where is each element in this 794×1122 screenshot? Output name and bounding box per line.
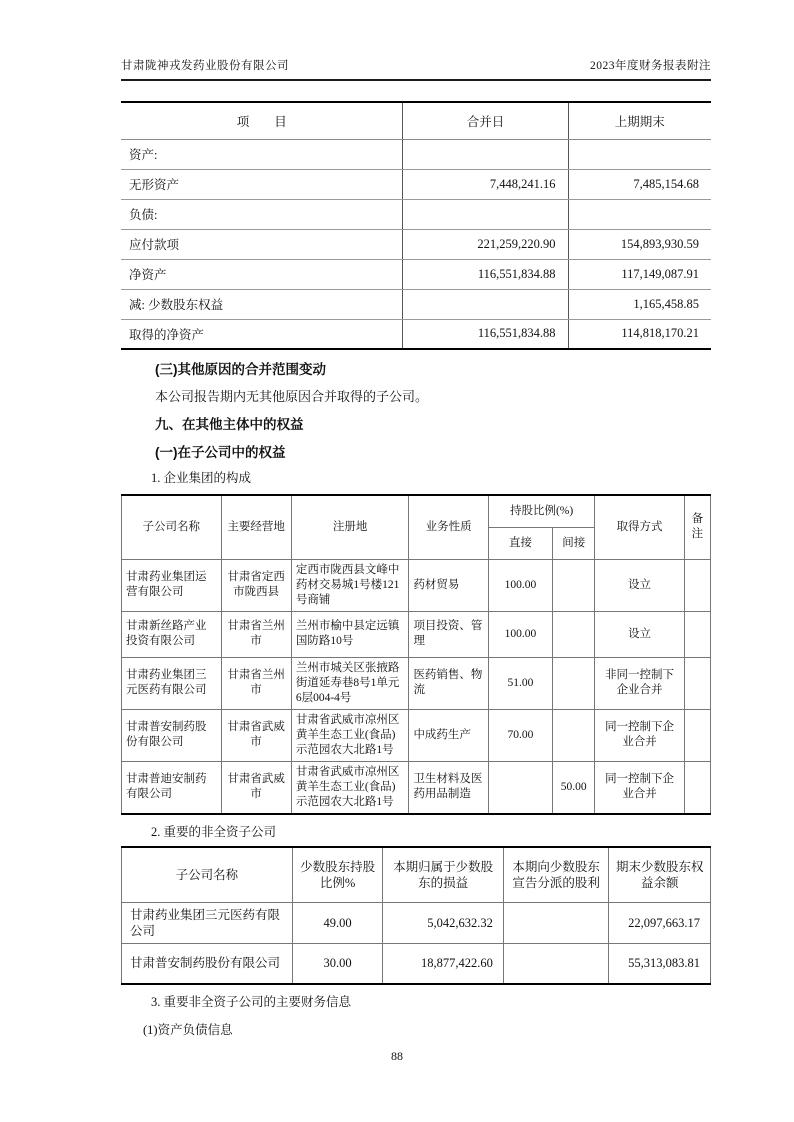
col-header-subsidiary-name: 子公司名称 (122, 847, 293, 903)
cell-item: 取得的净资产 (129, 327, 205, 342)
col-header-minority-profit: 本期归属于少数股东的损益 (383, 847, 504, 903)
col-header-minority-equity: 期末少数股东权益余额 (609, 847, 711, 903)
cell-minority-ratio: 30.00 (292, 944, 382, 984)
cell-business: 医药销售、物流 (409, 657, 488, 709)
cell-business: 项目投资、管理 (409, 611, 488, 657)
cell-prior-period: 114,818,170.21 (568, 319, 711, 349)
cell-operating-place: 甘肃省武威市 (221, 709, 291, 761)
table-row (121, 319, 711, 349)
cell-minority-profit: 5,042,632.32 (383, 903, 504, 944)
cell-note (684, 611, 710, 657)
cell-prior-period: 117,149,087.91 (568, 259, 711, 289)
section-heading-nine: 九、在其他主体中的权益 (155, 417, 304, 432)
cell-minority-equity: 22,097,663.17 (609, 903, 711, 944)
cell-merge-date (403, 199, 568, 229)
page-content (121, 0, 711, 1038)
col-header-subsidiary-name: 子公司名称 (122, 495, 222, 559)
table-row (122, 761, 711, 814)
cell-registered-place: 甘肃省武威市凉州区黄羊生态工业(食品)示范园农大北路1号 (291, 709, 409, 761)
col-header-minority-ratio: 少数股东持股比例% (292, 847, 382, 903)
subsection-heading-1: 1. 企业集团的构成 (151, 471, 252, 485)
section-body-other-reason: 本公司报告期内无其他原因合并取得的子公司。 (155, 389, 429, 404)
cell-merge-date: 116,551,834.88 (403, 319, 568, 349)
cell-subsidiary-name: 甘肃药业集团三元医药有限公司 (122, 903, 293, 944)
cell-direct: 100.00 (488, 611, 552, 657)
cell-direct: 51.00 (488, 657, 552, 709)
cell-minority-dividend (503, 903, 609, 944)
cell-merge-date (403, 139, 568, 169)
cell-registered-place: 甘肃省武威市凉州区黄羊生态工业(食品)示范园农大北路1号 (291, 761, 409, 814)
cell-acquisition: 同一控制下企业合并 (595, 761, 684, 814)
cell-prior-period (568, 139, 711, 169)
running-header (121, 0, 711, 81)
cell-merge-date: 116,551,834.88 (403, 259, 568, 289)
cell-note (684, 657, 710, 709)
cell-prior-period: 1,165,458.85 (568, 289, 711, 319)
cell-acquisition: 同一控制下企业合并 (595, 709, 684, 761)
cell-subsidiary-name: 甘肃药业集团三元医药有限公司 (122, 657, 222, 709)
cell-indirect (553, 657, 595, 709)
cell-business: 药材贸易 (409, 559, 488, 611)
subsection-heading-2: 2. 重要的非全资子公司 (151, 824, 277, 839)
cell-item: 减: 少数股东权益 (121, 289, 403, 319)
header-doc-title: 2023年度财务报表附注 (590, 60, 711, 72)
col-header-indirect: 间接 (553, 527, 595, 559)
table-row (122, 559, 711, 611)
table-row (122, 903, 711, 944)
cell-operating-place: 甘肃省定西市陇西县 (221, 559, 291, 611)
cell-minority-equity: 55,313,083.81 (609, 944, 711, 984)
cell-subsidiary-name: 甘肃普迪安制药有限公司 (122, 761, 222, 814)
cell-minority-ratio: 49.00 (292, 903, 382, 944)
cell-acquisition: 非同一控制下企业合并 (595, 657, 684, 709)
cell-direct: 100.00 (488, 559, 552, 611)
cell-subsidiary-name: 甘肃药业集团运营有限公司 (122, 559, 222, 611)
cell-merge-date: 221,259,220.90 (403, 229, 568, 259)
table-row (121, 169, 711, 199)
cell-indirect (553, 709, 595, 761)
cell-note (684, 761, 710, 814)
cell-indirect (553, 559, 595, 611)
cell-note (684, 559, 710, 611)
cell-business: 中成药生产 (409, 709, 488, 761)
col-header-business: 业务性质 (409, 495, 488, 559)
table-row (122, 611, 711, 657)
table-row (121, 259, 711, 289)
section-heading-other-reason: (三)其他原因的合并范围变动 (155, 362, 326, 377)
cell-item: 应付款项 (121, 229, 403, 259)
table-row (121, 229, 711, 259)
col-header-shareholding: 持股比例(%) (488, 495, 595, 527)
cell-registered-place: 定西市陇西县文峰中药材交易城1号楼121号商铺 (291, 559, 409, 611)
cell-minority-profit: 18,877,422.60 (383, 944, 504, 984)
cell-indirect (553, 611, 595, 657)
col-header-note: 备注 (684, 495, 710, 559)
col-header-minority-dividend: 本期向少数股东宣告分派的股利 (503, 847, 609, 903)
table-header-row (122, 495, 711, 527)
col-header-registered-place: 注册地 (291, 495, 409, 559)
minority-interest-table (121, 846, 711, 985)
cell-registered-place: 兰州市城关区张掖路街道延寿巷8号1单元6层004-4号 (291, 657, 409, 709)
cell-prior-period: 154,893,930.59 (568, 229, 711, 259)
cell-merge-date (403, 289, 568, 319)
cell-minority-dividend (503, 944, 609, 984)
table-row (121, 139, 711, 169)
merger-balance-table (121, 101, 711, 350)
page-number: 88 (391, 1049, 403, 1063)
cell-item: 无形资产 (121, 169, 403, 199)
cell-registered-place: 兰州市榆中县定远镇国防路10号 (291, 611, 409, 657)
cell-item: 净资产 (121, 259, 403, 289)
col-header-acquisition: 取得方式 (595, 495, 684, 559)
table-row (122, 944, 711, 984)
cell-business: 卫生材料及医药用品制造 (409, 761, 488, 814)
header-company-name: 甘肃陇神戎发药业股份有限公司 (121, 60, 289, 72)
cell-operating-place: 甘肃省武威市 (221, 761, 291, 814)
col-header-item: 项 目 (121, 102, 403, 139)
table-header-row (121, 102, 711, 139)
table-header-row (122, 847, 711, 903)
section-heading-nine-one: (一)在子公司中的权益 (155, 445, 286, 460)
cell-note (684, 709, 710, 761)
subsection-heading-3: 3. 重要非全资子公司的主要财务信息 (151, 994, 352, 1009)
cell-subsidiary-name: 甘肃普安制药股份有限公司 (122, 944, 293, 984)
col-header-prior-period: 上期期末 (568, 102, 711, 139)
cell-acquisition: 设立 (595, 611, 684, 657)
table-row (121, 199, 711, 229)
cell-acquisition: 设立 (595, 559, 684, 611)
subsidiary-composition-table (121, 494, 711, 815)
cell-operating-place: 甘肃省兰州市 (221, 611, 291, 657)
cell-subsidiary-name: 甘肃普安制药股份有限公司 (122, 709, 222, 761)
cell-prior-period (568, 199, 711, 229)
table-row (122, 709, 711, 761)
cell-item: 负债: (121, 199, 403, 229)
cell-direct (488, 761, 552, 814)
col-header-direct: 直接 (488, 527, 552, 559)
table-row (121, 289, 711, 319)
col-header-operating-place: 主要经营地 (221, 495, 291, 559)
cell-indirect: 50.00 (553, 761, 595, 814)
cell-prior-period: 7,485,154.68 (568, 169, 711, 199)
cell-item: 资产: (121, 139, 403, 169)
cell-merge-date: 7,448,241.16 (403, 169, 568, 199)
table-row (122, 657, 711, 709)
col-header-merge-date: 合并日 (403, 102, 568, 139)
subsection-heading-3-1: (1)资产负债信息 (143, 1022, 233, 1037)
cell-direct: 70.00 (488, 709, 552, 761)
cell-subsidiary-name: 甘肃新丝路产业投资有限公司 (122, 611, 222, 657)
cell-operating-place: 甘肃省兰州市 (221, 657, 291, 709)
